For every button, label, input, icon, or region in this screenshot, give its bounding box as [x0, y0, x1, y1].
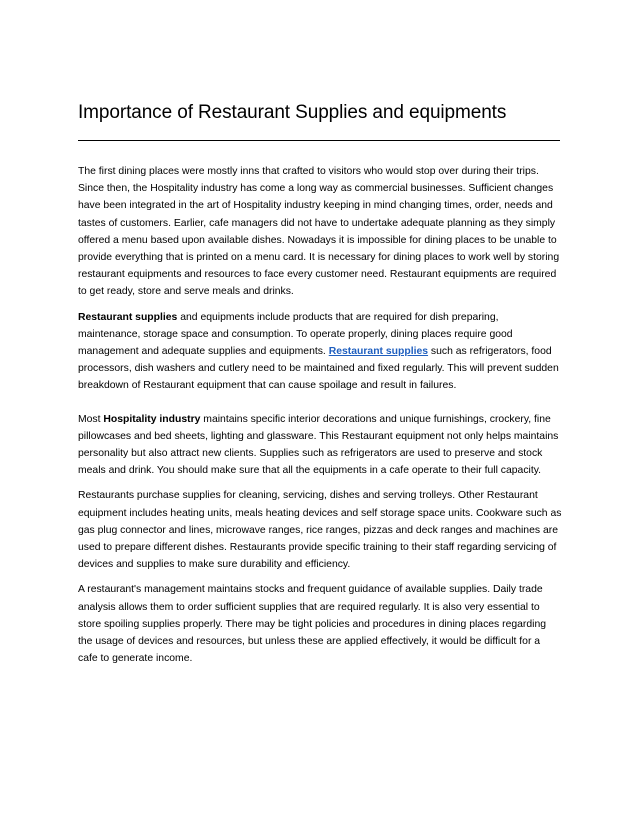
- document-body: [78, 163, 562, 675]
- paragraph-2-text-b: such as refrigerators, food processors, dish washers and cutlery need to be maintained and fixed regularly. This will prevent sudden breakdown of Restaurant equipment that can cause spoilage and result in failures.: [78, 346, 559, 392]
- paragraph-3: [78, 411, 562, 480]
- paragraph-4: Restaurants purchase supplies for cleaning, servicing, dishes and serving trolleys. Other Restaurant equipment includes heating units, meals heating devices and self storage space units. Cookware such as gas plug connector and lines, microwave ranges, rice ranges, pizzas and deck ranges and machines are used to prepare different dishes. Restaurants provide specific training to their staff regarding servicing of devices and supplies to make sure durability and efficiency.: [78, 490, 562, 571]
- paragraph-2-text-a: and equipments include products that are required for dish preparing, maintenance, storage space and consumption. To operate properly, dining places require good management and adequate supplies and equipments.: [78, 311, 513, 358]
- bold-term: Restaurant supplies: [78, 311, 178, 323]
- paragraph-1: The first dining places were mostly inns that crafted to visitors who would stop over during their trips. Since then, the Hospitality industry has come a long way as commercial businesses. Sufficient changes have been integrated in the art of Hospitality industry keeping in mind changing times, order, needs and tastes of customers. Earlier, cafe managers did not have to undertake adequate planning as they simply offered a menu based upon available dishes. Nowadays it is impossible for dining places to be unable to provide everything that is printed on a menu card. It is necessary for dining places to work well by storing restaurant equipments and resources to face every customer need. Restaurant equipments are required to get ready, store and serve meals and drinks.: [78, 166, 560, 298]
- restaurant-supplies-link[interactable]: Restaurant supplies: [328, 346, 429, 358]
- paragraph-5: A restaurant's management maintains stocks and frequent guidance of available supplies. Daily trade analysis allows them to order sufficient supplies that are required regularly. It is also very essential to store spoiling supplies properly. There may be tight policies and procedures in dining places regarding the usage of devices and resources, but unless these are applied effectively, it would be difficult for a cafe to generate income.: [78, 584, 547, 665]
- paragraph-3-text-a: Most: [78, 413, 104, 425]
- paragraph-2: [78, 309, 562, 395]
- paragraph-3-text-b: maintains specific interior decorations and unique furnishings, crockery, fine pillowcases and bed sheets, lighting and glassware. This Restaurant equipment not only helps maintains personality but also attract new clients. Supplies such as refrigerators are used to preserve and stock meals and drink. You should make sure that all the equipments in a cafe operate to their full capacity.: [78, 413, 559, 477]
- page-title: Importance of Restaurant Supplies and equipments: [78, 102, 507, 123]
- title-divider: [78, 140, 560, 141]
- bold-term: Hospitality industry: [103, 413, 201, 425]
